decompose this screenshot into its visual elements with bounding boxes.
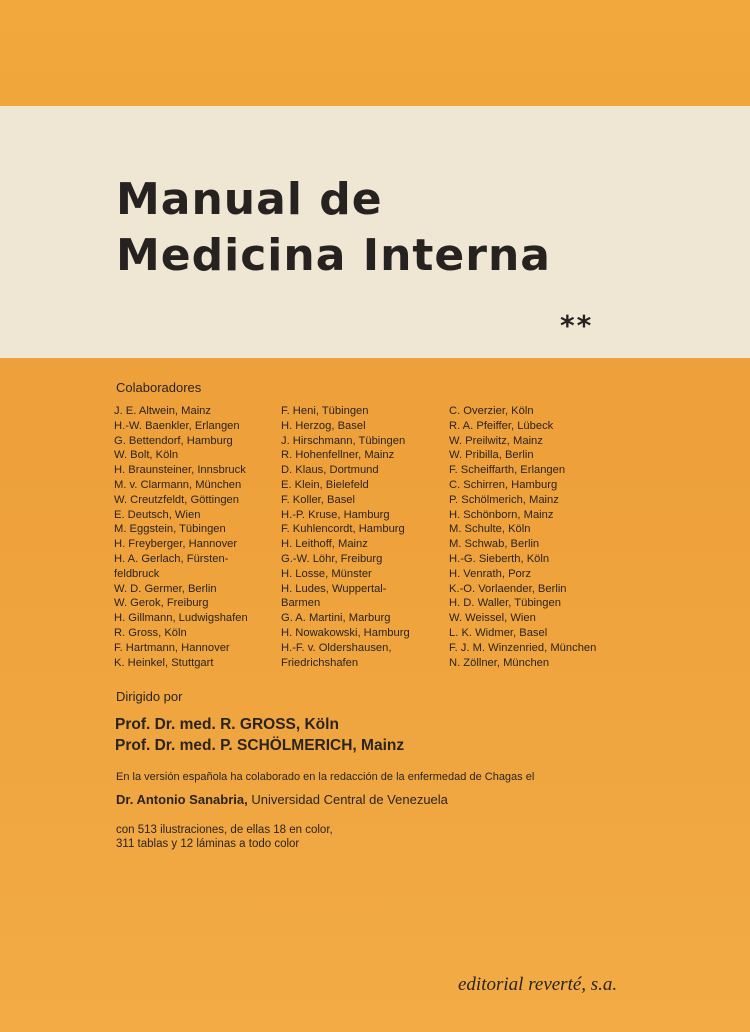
collaborator-entry: R. A. Pfeiffer, Lübeck [449, 419, 554, 432]
publisher-name: editorial reverté, s.a. [458, 974, 618, 995]
collaborator-entry: H.-F. v. Oldershausen, [281, 641, 392, 654]
book-title [116, 172, 551, 284]
collaborator-entry: F. Koller, Basel [281, 493, 355, 506]
illustrations-line-1: con 513 ilustraciones, de ellas 18 en color, [116, 824, 333, 836]
collaborator-entry: H.-P. Kruse, Hamburg [281, 508, 390, 521]
collaborator-entry: K. Heinkel, Stuttgart [114, 656, 214, 669]
collaborator-entry: H. D. Waller, Tübingen [449, 597, 561, 610]
collaborator-entry: M. Eggstein, Tübingen [114, 523, 226, 536]
title-line-1: Manual de [116, 174, 383, 225]
collaborator-entry: L. K. Widmer, Basel [449, 626, 548, 639]
collaborator-entry: C. Schirren, Hamburg [449, 478, 558, 491]
collaborator-entry: J. Hirschmann, Tübingen [281, 434, 406, 447]
collaborators-heading: Colaboradores [116, 380, 202, 395]
collaborator-entry: R. Gross, Köln [114, 626, 187, 639]
collaborator-entry: G. A. Martini, Marburg [281, 612, 391, 625]
collaborator-entry: M. Schulte, Köln [449, 523, 531, 536]
collaborator-entry: W. D. Germer, Berlin [114, 582, 217, 595]
collaborator-entry: H. Herzog, Basel [281, 419, 366, 432]
collaborator-entry: H. A. Gerlach, Fürsten- [114, 552, 229, 565]
collaborators-column-3 [449, 404, 596, 670]
collaborator-entry: R. Hohenfellner, Mainz [281, 449, 395, 462]
collaborator-entry: H. Nowakowski, Hamburg [281, 626, 410, 639]
collaborator-entry: H. Gillmann, Ludwigshafen [114, 612, 248, 625]
collaborator-entry: H. Ludes, Wuppertal- [281, 582, 387, 595]
collaborator-entry: F. Kuhlencordt, Hamburg [281, 523, 405, 536]
collaborator-entry: H. Freyberger, Hannover [114, 538, 238, 551]
collaborator-entry: M. v. Clarmann, München [114, 478, 242, 491]
collaborator-entry: E. Klein, Bielefeld [281, 478, 369, 491]
director-1: Prof. Dr. med. R. GROSS, Köln [115, 716, 339, 733]
collaborator-entry: C. Overzier, Köln [449, 405, 534, 417]
illustrations-note [116, 823, 333, 851]
directed-by-label: Dirigido por [116, 689, 183, 704]
collaborator-entry: W. Weissel, Wien [449, 612, 536, 625]
collaborator-entry: F. J. M. Winzenried, München [449, 641, 597, 654]
collaborator-entry: H. Venrath, Porz [449, 567, 532, 580]
collaborator-entry: P. Schölmerich, Mainz [449, 493, 559, 506]
collaborator-entry: D. Klaus, Dortmund [281, 464, 379, 477]
illustrations-line-2: 311 tablas y 12 láminas a todo color [116, 838, 300, 850]
collaborators-column-1 [114, 404, 248, 670]
collaborator-entry: Friedrichshafen [281, 656, 359, 669]
collaborator-entry: G. Bettendorf, Hamburg [114, 434, 233, 447]
collaborator-entry: N. Zöllner, München [449, 656, 550, 669]
collaborator-affiliation: Universidad Central de Venezuela [251, 792, 448, 807]
spanish-edition-note: En la versión española ha colaborado en la redacción de la enfermedad de Chagas el [116, 771, 535, 783]
director-2: Prof. Dr. med. P. SCHÖLMERICH, Mainz [115, 737, 405, 754]
collaborator-entry: J. E. Altwein, Mainz [114, 405, 211, 417]
collaborator-entry: feldbruck [114, 567, 160, 580]
directors [115, 714, 404, 756]
collaborator-entry: W. Creutzfeldt, Göttingen [114, 493, 239, 506]
collaborator-entry: F. Heni, Tübingen [281, 405, 369, 417]
collaborator-entry: F. Scheiffarth, Erlangen [449, 464, 566, 477]
collaborator-name: Dr. Antonio Sanabria, [116, 792, 248, 807]
collaborator-entry: H. Schönborn, Mainz [449, 508, 554, 521]
collaborator-entry: M. Schwab, Berlin [449, 538, 540, 551]
collaborator-entry: H. Braunsteiner, Innsbruck [114, 464, 246, 477]
title-line-2: Medicina Interna [116, 230, 551, 281]
collaborator-entry: W. Bolt, Köln [114, 449, 179, 462]
collaborator-entry: H.-G. Sieberth, Köln [449, 552, 550, 565]
collaborator-entry: E. Deutsch, Wien [114, 508, 201, 521]
collaborator-entry: W. Gerok, Freiburg [114, 597, 209, 610]
chagas-collaborator [116, 792, 448, 807]
collaborator-entry: Barmen [281, 597, 321, 610]
collaborators-column-2 [281, 404, 410, 670]
collaborator-entry: H. Losse, Münster [281, 567, 372, 580]
volume-mark: ** [560, 309, 594, 342]
collaborator-entry: W. Preilwitz, Mainz [449, 434, 543, 447]
collaborator-entry: H. Leithoff, Mainz [281, 538, 368, 551]
collaborator-entry: W. Pribilla, Berlin [449, 449, 534, 462]
collaborator-entry: K.-O. Vorlaender, Berlin [449, 582, 567, 595]
collaborator-entry: F. Hartmann, Hannover [114, 641, 230, 654]
collaborator-entry: H.-W. Baenkler, Erlangen [114, 419, 240, 432]
collaborator-entry: G.-W. Löhr, Freiburg [281, 552, 383, 565]
